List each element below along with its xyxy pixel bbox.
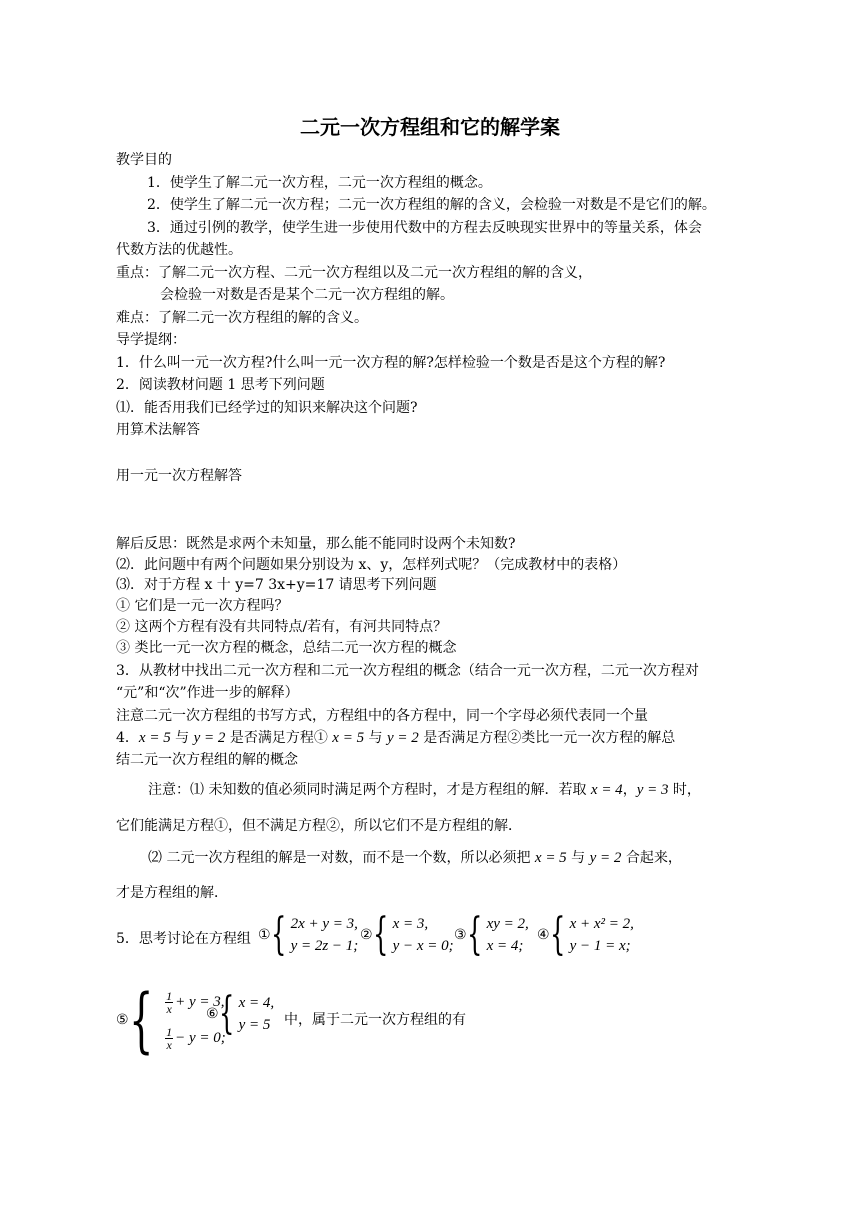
note-1: [148, 782, 701, 798]
guide-heading: 导学提纲：: [116, 332, 186, 348]
equation: xy = 2,: [486, 916, 529, 932]
math-y-value: y = 2: [589, 850, 622, 866]
goal-item-3: 3．通过引例的教学，使学生进一步使用代数中的方程去反映现实世界中的等量关系，体会: [147, 220, 702, 236]
math-x-value: x = 5: [138, 730, 171, 746]
brace: {: [549, 909, 565, 960]
note-2-end: 合起来，: [621, 850, 682, 866]
equation: x = 3,: [392, 916, 429, 932]
goal-item-2: 2．使学生了解二元一次方程；二元一次方程组的解的含义，会检验一对数是不是它们的解。: [147, 197, 716, 213]
note-1-cont: 它们能满足方程①，但不满足方程②，所以它们不是方程组的解．: [116, 818, 522, 834]
math-y-value: y = 2: [193, 730, 226, 746]
system-1: [258, 909, 359, 960]
separator: ，: [622, 782, 637, 798]
system-label: ③: [454, 927, 467, 943]
connector-text: 与: [566, 850, 590, 866]
key-point-cont: 会检验一对数是否是某个二元一次方程组的解。: [160, 287, 454, 303]
equation: $\frac{1}{x}$ + y = 3,: [166, 989, 225, 1017]
system-6: [206, 988, 275, 1039]
arithmetic-answer-label: 用算术法解答: [116, 422, 200, 438]
question-3-cont: “元”和“次”作进一步的解释）: [116, 685, 299, 701]
question-3: 3．从教材中找出二元一次方程和二元一次方程组的概念（结合一元一次方程，二元一次方程对: [116, 663, 699, 679]
equation: y = 2z − 1;: [290, 938, 359, 954]
consider-item-2: ② 这两个方程有没有共同特点/若有，有河共同特点？: [116, 619, 448, 635]
brace: {: [270, 909, 286, 960]
equation: x = 4;: [486, 938, 524, 954]
note-2: [148, 850, 682, 866]
reflection: 解后反思：既然是求两个未知量，那么能不能同时设两个未知数?: [116, 536, 516, 552]
system-3: [454, 909, 529, 960]
question-4-middle: 是否满足方程①: [225, 730, 333, 746]
equation: y − 1 = x;: [569, 938, 631, 954]
equation: x = 4,: [238, 995, 275, 1011]
math-y-value: y = 2: [386, 730, 419, 746]
equation: $\frac{1}{x}$ − y = 0;: [166, 1025, 226, 1053]
system-2: [360, 909, 454, 960]
math-x-value: x = 5: [534, 850, 567, 866]
question-5-tail: 中，属于二元一次方程组的有: [284, 1012, 466, 1028]
system-label: ②: [360, 927, 373, 943]
note-2-cont: 才是方程组的解．: [116, 885, 228, 901]
question-2-1: ⑴．能否用我们已经学过的知识来解决这个问题?: [116, 400, 418, 416]
connector-text: 与: [364, 730, 387, 746]
equation: x + x² = 2,: [569, 916, 634, 932]
writing-note: 注意二元一次方程组的书写方式，方程组中的各方程中，同一个字母必须代表同一个量: [116, 708, 648, 724]
note-2-text: ⑵ 二元一次方程组的解是一对数，而不是一个数，所以必须把: [148, 850, 535, 866]
math-x-value: x = 4: [590, 782, 623, 798]
key-point: 重点：了解二元一次方程、二元一次方程组以及二元一次方程组的解的含义，: [116, 265, 592, 281]
goal-heading: 教学目的: [116, 152, 172, 168]
brace: {: [466, 909, 482, 960]
equation: y = 5: [238, 1017, 271, 1033]
equation: 2x + y = 3,: [290, 916, 358, 932]
math-x-value: x = 5: [332, 730, 365, 746]
question-1: 1．什么叫一元一次方程?什么叫一元一次方程的解?怎样检验一个数是否是这个方程的解?: [116, 355, 666, 371]
question-4-number: 4．: [116, 730, 139, 746]
equation: y − x = 0;: [392, 938, 454, 954]
system-label: ④: [537, 927, 550, 943]
goal-item-1: 1．使学生了解二元一次方程，二元一次方程组的概念。: [147, 175, 492, 191]
consider-item-3: ③ 类比一元一次方程的概念，总结二元一次方程的概念: [116, 640, 457, 656]
brace: {: [218, 988, 234, 1039]
system-4: [537, 909, 634, 960]
note-1-text: 注意：⑴ 未知数的值必须同时满足两个方程时，才是方程组的解．若取: [148, 782, 591, 798]
question-5: 5．思考讨论在方程组: [116, 931, 251, 947]
fraction: $\frac{1}{x}$: [166, 989, 173, 1017]
system-label: ①: [258, 927, 271, 943]
difficult-point: 难点：了解二元一次方程组的解的含义。: [116, 310, 368, 326]
page-title: 二元一次方程组和它的解学案: [300, 115, 560, 139]
connector-text: 与: [170, 730, 194, 746]
question-2: 2．阅读教材问题 1 思考下列问题: [116, 377, 325, 393]
system-label: ⑤: [116, 1012, 129, 1028]
note-1-end: 时，: [668, 782, 701, 798]
math-y-value: y = 3: [636, 782, 669, 798]
brace: {: [372, 909, 388, 960]
system-label: ⑥: [206, 1006, 219, 1022]
linear-answer-label: 用一元一次方程解答: [116, 468, 242, 484]
fraction: $\frac{1}{x}$: [166, 1025, 173, 1053]
consider-item-1: ① 它们是一元一次方程吗？: [116, 598, 289, 614]
question-4-tail: 是否满足方程②类比一元一次方程的解总: [418, 730, 676, 746]
question-4: [116, 730, 675, 746]
question-4-cont: 结二元一次方程组的解的概念: [116, 752, 298, 768]
brace: {: [128, 979, 154, 1061]
goal-item-3-cont: 代数方法的优越性。: [116, 242, 242, 258]
question-2-3: ⑶．对于方程 x 十 y=7 3x+y=17 请思考下列问题: [116, 577, 437, 593]
question-2-2: ⑵．此问题中有两个问题如果分别设为 x、y，怎样列式呢？（完成教材中的表格）: [116, 557, 627, 573]
